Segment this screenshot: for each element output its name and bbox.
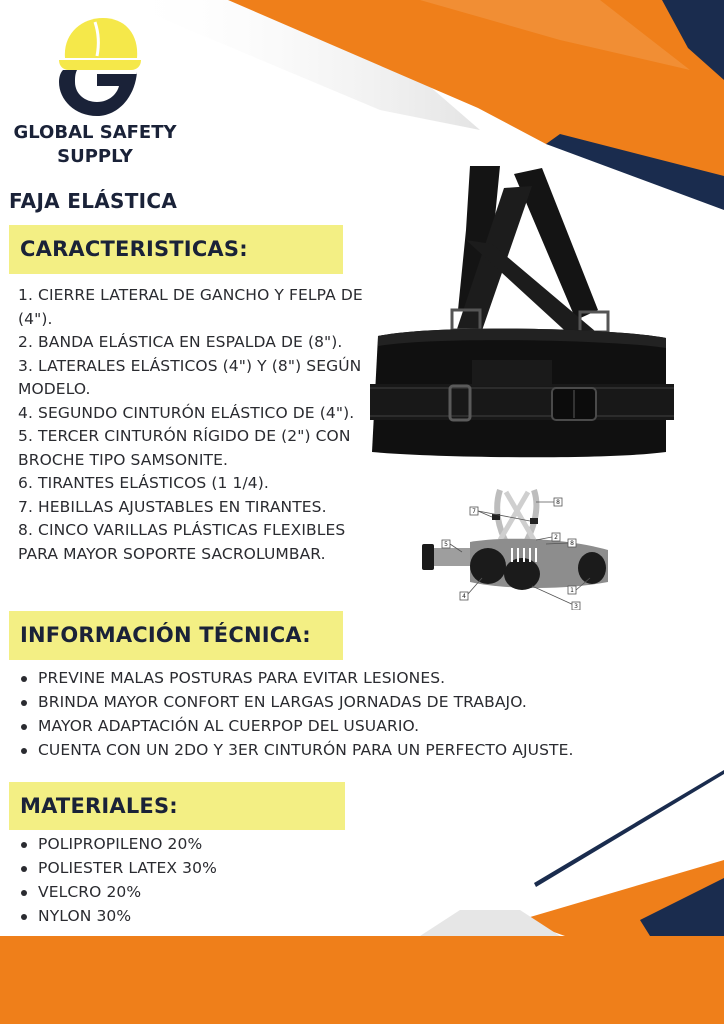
- technical-item: MAYOR ADAPTACIÓN AL CUERPOP DEL USUARIO.: [18, 714, 574, 738]
- material-item: NYLON 30%: [18, 904, 217, 928]
- technical-item: PREVINE MALAS POSTURAS PARA EVITAR LESIONES.: [18, 666, 574, 690]
- diagram-label: 8: [556, 499, 560, 506]
- technical-heading: INFORMACIÓN TÉCNICA:: [20, 623, 311, 647]
- diagram-label: 3: [574, 603, 578, 610]
- diagram-label: 5: [444, 541, 448, 548]
- feature-item: 3. LATERALES ELÁSTICOS (4") Y (8") SEGÚN MODELO.: [18, 356, 362, 398]
- material-item: POLIPROPILENO 20%: [18, 832, 217, 856]
- technical-heading-box: [9, 611, 343, 660]
- feature-item: 1. CIERRE LATERAL DE GANCHO Y FELPA DE (4").: [18, 286, 363, 328]
- brand-name-line2: SUPPLY: [57, 146, 133, 167]
- diagram-label: 2: [554, 534, 558, 541]
- materials-heading-box: [9, 782, 345, 830]
- materials-heading: MATERIALES:: [20, 794, 178, 818]
- technical-item: BRINDA MAYOR CONFORT EN LARGAS JORNADAS DE TRABAJO.: [18, 690, 574, 714]
- diagram-label: 8: [570, 540, 574, 547]
- belt-parts-diagram: [416, 478, 616, 610]
- feature-item: 6. TIRANTES ELÁSTICOS (1 1/4).: [18, 474, 269, 492]
- features-list: [18, 284, 370, 566]
- back-support-belt-image: [366, 160, 678, 462]
- diagram-label: 7: [472, 508, 476, 515]
- feature-item: 2. BANDA ELÁSTICA EN ESPALDA DE (8").: [18, 333, 343, 351]
- diagram-label: 4: [462, 593, 466, 600]
- product-title: FAJA ELÁSTICA: [9, 189, 178, 213]
- material-item: POLIESTER LATEX 30%: [18, 856, 217, 880]
- feature-item: 8. CINCO VARILLAS PLÁSTICAS FLEXIBLES PARA MAYOR SOPORTE SACROLUMBAR.: [18, 521, 346, 563]
- feature-item: 4. SEGUNDO CINTURÓN ELÁSTICO DE (4").: [18, 403, 355, 422]
- features-heading: CARACTERISTICAS:: [20, 237, 248, 261]
- material-item: VELCRO 20%: [18, 880, 217, 904]
- feature-item: 7. HEBILLAS AJUSTABLES EN TIRANTES.: [18, 497, 327, 516]
- feature-item: 5. TERCER CINTURÓN RÍGIDO DE (2") CON BROCHE TIPO SAMSONITE.: [18, 427, 351, 469]
- technical-list: [18, 666, 574, 762]
- materials-list: [18, 832, 217, 928]
- brand-name-line1: GLOBAL SAFETY: [13, 122, 177, 143]
- hard-hat-g-logo-icon: [55, 12, 145, 120]
- features-heading-box: [9, 225, 343, 274]
- diagram-label: 1: [570, 587, 574, 594]
- technical-item: CUENTA CON UN 2DO Y 3ER CINTURÓN PARA UN PERFECTO AJUSTE.: [18, 738, 574, 762]
